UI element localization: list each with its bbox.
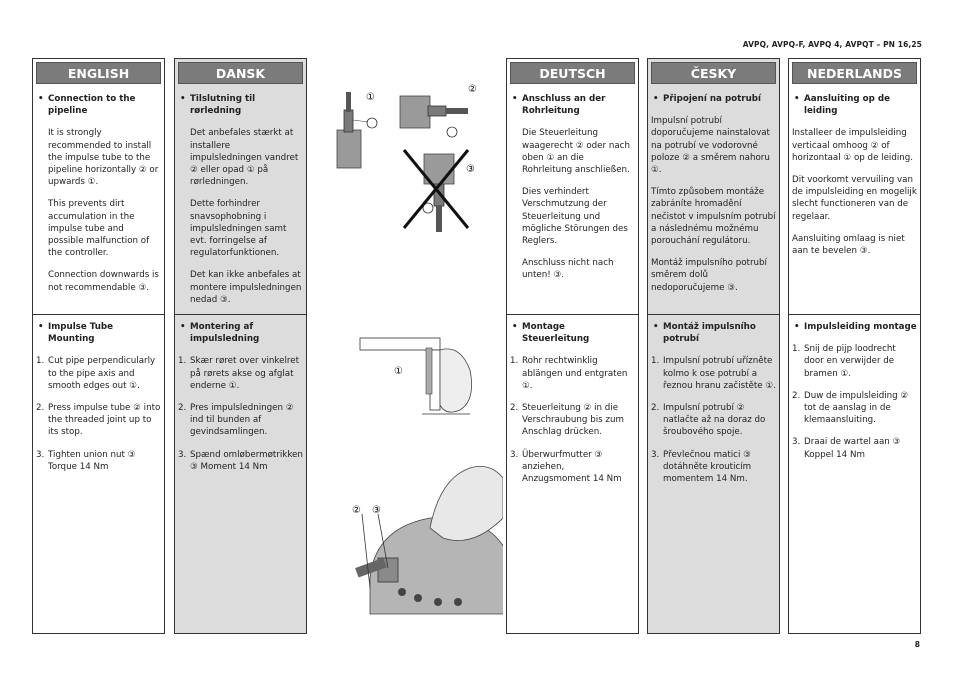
column-title: DEUTSCH xyxy=(510,62,635,84)
section-divider xyxy=(648,314,779,315)
list-item: 3. Spænd omløbermøtrikken ③ Moment 14 Nm xyxy=(178,449,303,472)
list-item: 1. Rohr rechtwinklig ablängen und entgraten ①. xyxy=(510,356,628,391)
list-item: 1. Impulsní potrubí uřízněte kolmo k ose potrubí a řeznou hranu začistěte ①. xyxy=(651,356,776,391)
document-title: AVPQ, AVPQ-F, AVPQ 4, AVPQT – PN 16,25 xyxy=(742,40,922,49)
section-connection xyxy=(178,93,303,316)
pipe-upward-illustration xyxy=(337,92,377,168)
list-item: 2. Press impulse tube ② into the threaded joint up to its stop. xyxy=(36,403,161,438)
list-item: 1. Cut pipe perpendicularly to the pipe axis and smooth edges out ①. xyxy=(36,356,156,391)
section-divider xyxy=(175,314,306,315)
illustrations xyxy=(310,58,503,634)
paragraph: Dies verhindert Verschmutzung der Steuerleitung und mögliche Störungen des Reglers. xyxy=(522,187,628,247)
section-mounting xyxy=(510,321,635,495)
paragraph: Dit voorkomt vervuiling van de impulsleiding en mogelijk slecht functioneren van de regelaar. xyxy=(792,175,917,222)
column-title: ČESKY xyxy=(651,62,776,84)
label-mount-3: ③ xyxy=(372,505,381,516)
list-item: 3. Převlečnou matici ③ dotáhněte krouticím momentem 14 Nm. xyxy=(651,449,752,485)
column-nederlands xyxy=(788,58,921,634)
list-item: 2. Impulsní potrubí ② natlačte až na doraz do šroubového spoje. xyxy=(651,403,766,438)
pipe-downward-illustration xyxy=(404,150,468,232)
section-heading: • Impulsleiding montage xyxy=(792,321,917,333)
paragraph: Aansluiting omlaag is niet aan te bevelen ③. xyxy=(792,233,905,257)
paragraph: This prevents dirt accumulation in the impulse tube and possible malfunction of the controller. xyxy=(48,199,150,259)
section-heading: • Aansluiting op de leiding xyxy=(792,93,917,117)
section-divider xyxy=(507,314,638,315)
list-item: 1. Snij de pijp loodrecht door en verwijder de bramen ①. xyxy=(792,344,896,379)
section-heading: • Montering af impulsledning xyxy=(178,321,303,345)
paragraph: Die Steuerleitung waagerecht ② oder nach oben ① an die Rohrleitung anschließen. xyxy=(522,128,630,176)
nut-tightening-illustration xyxy=(355,466,503,614)
section-heading: • Montáž impulsního potrubí xyxy=(651,321,776,345)
paragraph: Impulsní potrubí doporučujeme nainstalovat na potrubí ve vodorovné poloze ② a směrem nahoru ①. xyxy=(651,116,770,176)
paragraph: Det kan ikke anbefales at montere impulsledningen nedad ③. xyxy=(190,270,302,305)
list-item: 3. Draai de wartel aan ③ Koppel 14 Nm xyxy=(792,437,901,460)
column-title: NEDERLANDS xyxy=(792,62,917,84)
section-connection xyxy=(651,93,776,304)
section-heading: • Connection to the pipeline xyxy=(36,93,161,117)
section-heading: • Tilslutning til rørledning xyxy=(178,93,303,117)
list-item: 3. Tighten union nut ③ Torque 14 Nm xyxy=(36,449,136,472)
column-cesky xyxy=(647,58,780,634)
illustration-drawing xyxy=(310,58,503,634)
page-number: 8 xyxy=(914,640,920,649)
column-title: DANSK xyxy=(178,62,303,84)
section-heading: • Montage Steuerleitung xyxy=(510,321,635,345)
paragraph: Tímto způsobem montáže zabráníte hromadění nečistot v impulsním potrubí a následnému možnému porouchání regulátoru. xyxy=(651,187,776,247)
section-mounting xyxy=(651,321,776,495)
section-divider xyxy=(789,314,920,315)
column-title: ENGLISH xyxy=(36,62,161,84)
list-item: 3. Überwurfmutter ③ anziehen, Anzugsmoment 14 Nm xyxy=(510,449,622,485)
section-mounting xyxy=(792,321,917,471)
paragraph: It is strongly recommended to install the impulse tube to the pipeline horizontally ② or upwards ①. xyxy=(48,128,159,188)
section-heading: • Anschluss an der Rohrleitung xyxy=(510,93,635,117)
pipe-horizontal-illustration xyxy=(400,96,468,137)
section-heading: • Připojení na potrubí xyxy=(651,93,776,105)
paragraph: Anschluss nicht nach unten! ③. xyxy=(522,258,614,281)
section-heading: • Impulse Tube Mounting xyxy=(36,321,161,345)
pipe-cutting-illustration xyxy=(360,338,472,414)
label-3: ③ xyxy=(466,164,475,175)
column-english xyxy=(32,58,165,634)
label-2: ② xyxy=(468,84,477,95)
list-item: 2. Steuerleitung ② in die Verschraubung bis zum Anschlag drücken. xyxy=(510,403,624,438)
label-mount-2: ② xyxy=(352,505,361,516)
column-dansk xyxy=(174,58,307,634)
section-connection xyxy=(510,93,635,292)
paragraph: Dette forhindrer snavsophobning i impulsledningen samt evt. forringelse af regulatorfunktionen. xyxy=(190,199,287,259)
section-mounting xyxy=(36,321,161,483)
paragraph: Installeer de impulsleiding verticaal omhoog ② of horizontaal ① op de leiding. xyxy=(792,128,914,163)
label-1: ① xyxy=(366,92,375,103)
list-item: 1. Skær røret over vinkelret på rørets akse og afglat enderne ①. xyxy=(178,356,299,391)
list-item: 2. Pres impulsledningen ② ind til bunden af gevindsamlingen. xyxy=(178,403,294,438)
paragraph: Montáž impulsního potrubí směrem dolů nedoporučujeme ③. xyxy=(651,258,767,293)
paragraph: Connection downwards is not recommendable ③. xyxy=(48,270,159,293)
label-cut-1: ① xyxy=(394,366,403,377)
section-connection xyxy=(36,93,161,304)
section-mounting xyxy=(178,321,303,483)
paragraph: Det anbefales stærkt at installere impulsledningen vandret ② eller opad ① på rørledningen. xyxy=(190,128,299,188)
section-connection xyxy=(792,93,917,267)
section-divider xyxy=(33,314,164,315)
column-deutsch xyxy=(506,58,639,634)
list-item: 2. Duw de impulsleiding ② tot de aanslag in de klemaansluiting. xyxy=(792,390,909,426)
